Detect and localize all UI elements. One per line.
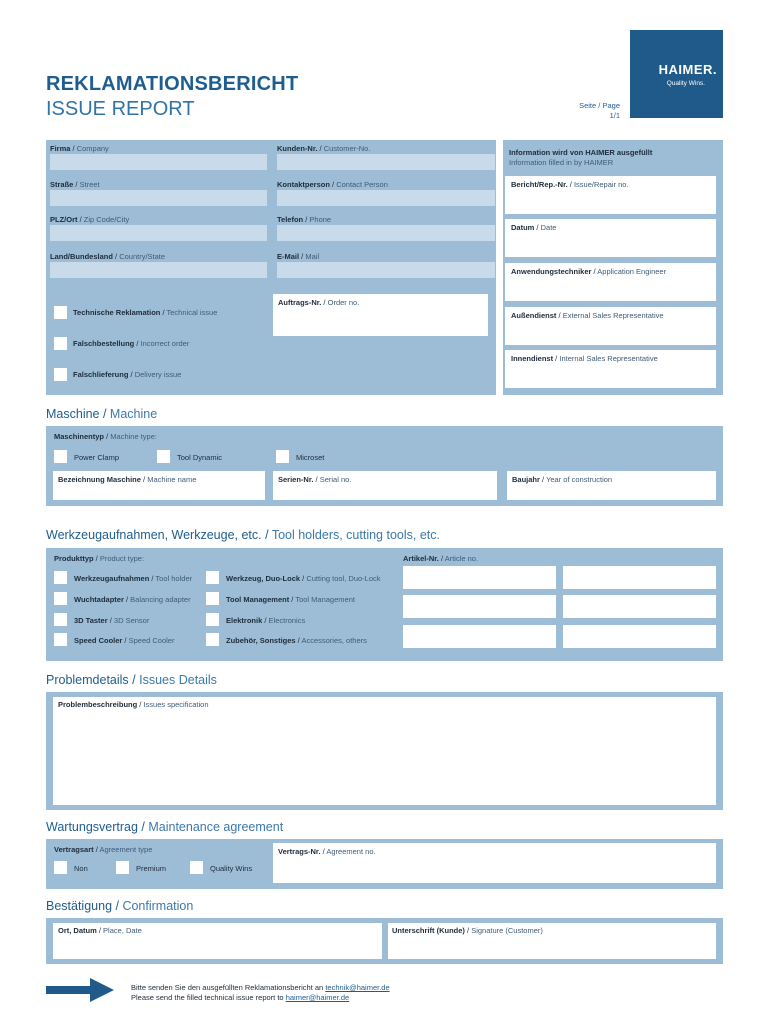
article-no-box-4[interactable] <box>563 595 716 618</box>
page-indicator: Seite / Page 1/1 <box>579 101 620 120</box>
footer-line1: Bitte senden Sie den ausgefüllten Reklamationsbericht an <box>131 983 324 992</box>
footer-line2: Please send the filled technical issue report to <box>131 993 284 1002</box>
agreement-non-label: Non <box>74 864 88 873</box>
wrong-order-checkbox[interactable] <box>54 337 67 350</box>
cutting-tool-label: Werkzeug, Duo-Lock / Cutting tool, Duo-Lock <box>226 574 381 583</box>
zip-city-label: PLZ/Ort / Zip Code/City <box>50 215 130 224</box>
haimer-logo <box>630 30 723 118</box>
electronics-checkbox[interactable] <box>206 613 219 626</box>
signature-label: Unterschrift (Kunde) / Signature (Customer) <box>392 926 543 935</box>
confirmation-section-title: Bestätigung / Confirmation <box>46 899 194 913</box>
balancing-adapter-checkbox[interactable] <box>54 592 67 605</box>
company-field[interactable] <box>50 154 267 170</box>
tool-holder-checkbox[interactable] <box>54 571 67 584</box>
accessories-label: Zubehör, Sonstiges / Accessories, others <box>226 636 367 645</box>
agreement-premium-checkbox[interactable] <box>116 861 129 874</box>
country-field[interactable] <box>50 262 267 278</box>
report-no-label: Bericht/Rep.-Nr. / Issue/Repair no. <box>511 180 629 189</box>
machine-name-label: Bezeichnung Maschine / Machine name <box>58 475 197 484</box>
maintenance-section-title: Wartungsvertrag / Maintenance agreement <box>46 820 284 834</box>
title-german: REKLAMATIONSBERICHT <box>46 73 299 95</box>
logo-brand: HAIMER. <box>658 62 717 77</box>
article-no-box-3[interactable] <box>403 595 556 618</box>
problem-description-label: Problembeschreibung / Issues specification <box>58 700 209 709</box>
machine-type-label: Maschinentyp / Machine type: <box>54 432 157 441</box>
wrong-delivery-label: Falschlieferung / Delivery issue <box>73 370 182 379</box>
haimer-info-heading-en: Information filled in by HAIMER <box>509 158 614 167</box>
power-clamp-checkbox[interactable] <box>54 450 67 463</box>
phone-label: Telefon / Phone <box>277 215 332 224</box>
problem-section-title: Problemdetails / Issues Details <box>46 673 217 687</box>
app-engineer-label: Anwendungstechniker / Application Engineer <box>511 267 667 276</box>
customer-no-label: Kunden-Nr. / Customer-No. <box>277 144 371 153</box>
3d-sensor-checkbox[interactable] <box>54 613 67 626</box>
agreement-premium-label: Premium <box>136 864 167 873</box>
company-label: Firma / Company <box>50 144 109 153</box>
3d-sensor-label: 3D Taster / 3D Sensor <box>74 616 150 625</box>
problem-description-box[interactable] <box>53 697 716 805</box>
article-no-box-5[interactable] <box>403 625 556 648</box>
microset-label: Microset <box>296 453 325 462</box>
technical-issue-label: Technische Reklamation / Technical issue <box>73 308 218 317</box>
speed-cooler-label: Speed Cooler / Speed Cooler <box>74 636 175 645</box>
email-label: E-Mail / Mail <box>277 252 320 261</box>
agreement-quality-wins-checkbox[interactable] <box>190 861 203 874</box>
logo-slogan: Quality Wins. <box>666 80 705 87</box>
arrow-right-icon <box>46 977 116 1003</box>
tool-management-checkbox[interactable] <box>206 592 219 605</box>
tool-management-label: Tool Management / Tool Management <box>226 595 355 604</box>
tool-dynamic-label: Tool Dynamic <box>177 453 223 462</box>
page-label-en: Page <box>602 101 620 110</box>
technical-issue-checkbox[interactable] <box>54 306 67 319</box>
customer-no-field[interactable] <box>277 154 495 170</box>
agreement-non-checkbox[interactable] <box>54 861 67 874</box>
email-field[interactable] <box>277 262 495 278</box>
int-sales-label: Innendienst / Internal Sales Representative <box>511 354 658 363</box>
wrong-order-label: Falschbestellung / Incorrect order <box>73 339 190 348</box>
phone-field[interactable] <box>277 225 495 241</box>
ext-sales-label: Außendienst / External Sales Representative <box>511 311 664 320</box>
product-type-label: Produkttyp / Product type: <box>54 554 145 563</box>
serial-no-label: Serien-Nr. / Serial no. <box>278 475 352 484</box>
street-label: Straße / Street <box>50 180 100 189</box>
zip-city-field[interactable] <box>50 225 267 241</box>
agreement-type-label: Vertragsart / Agreement type <box>54 845 153 854</box>
page-value: 1/1 <box>609 111 620 120</box>
microset-checkbox[interactable] <box>276 450 289 463</box>
year-label: Baujahr / Year of construction <box>512 475 613 484</box>
accessories-checkbox[interactable] <box>206 633 219 646</box>
footer-email-haimer[interactable]: haimer@haimer.de <box>285 993 350 1002</box>
footer-note <box>131 983 390 1003</box>
wrong-delivery-checkbox[interactable] <box>54 368 67 381</box>
street-field[interactable] <box>50 190 267 206</box>
title-english: ISSUE REPORT <box>46 98 195 120</box>
article-no-box-2[interactable] <box>563 566 716 589</box>
page-label-de: Seite <box>579 101 597 110</box>
article-no-label: Artikel-Nr. / Article no. <box>403 554 479 563</box>
machine-section-title: Maschine / Machine <box>46 407 158 421</box>
tool-dynamic-checkbox[interactable] <box>157 450 170 463</box>
article-no-box-6[interactable] <box>563 625 716 648</box>
tools-section-title: Werkzeugaufnahmen, Werkzeuge, etc. / Tool holders, cutting tools, etc. <box>46 528 440 542</box>
power-clamp-label: Power Clamp <box>74 453 120 462</box>
tool-holder-label: Werkzeugaufnahmen / Tool holder <box>74 574 193 583</box>
contact-label: Kontaktperson / Contact Person <box>277 180 388 189</box>
balancing-adapter-label: Wuchtadapter / Balancing adapter <box>74 595 191 604</box>
agreement-no-label: Vertrags-Nr. / Agreement no. <box>278 847 376 856</box>
speed-cooler-checkbox[interactable] <box>54 633 67 646</box>
contact-field[interactable] <box>277 190 495 206</box>
order-no-label: Auftrags-Nr. / Order no. <box>278 298 360 307</box>
article-no-box-1[interactable] <box>403 566 556 589</box>
haimer-info-heading-de: Information wird von HAIMER ausgefüllt <box>509 148 653 157</box>
electronics-label: Elektronik / Electronics <box>226 616 306 625</box>
agreement-quality-wins-label: Quality Wins <box>210 864 253 873</box>
place-date-label: Ort, Datum / Place, Date <box>58 926 142 935</box>
date-label: Datum / Date <box>511 223 557 232</box>
footer-email-technik[interactable]: technik@haimer.de <box>325 983 390 992</box>
country-label: Land/Bundesland / Country/State <box>50 252 166 261</box>
cutting-tool-checkbox[interactable] <box>206 571 219 584</box>
